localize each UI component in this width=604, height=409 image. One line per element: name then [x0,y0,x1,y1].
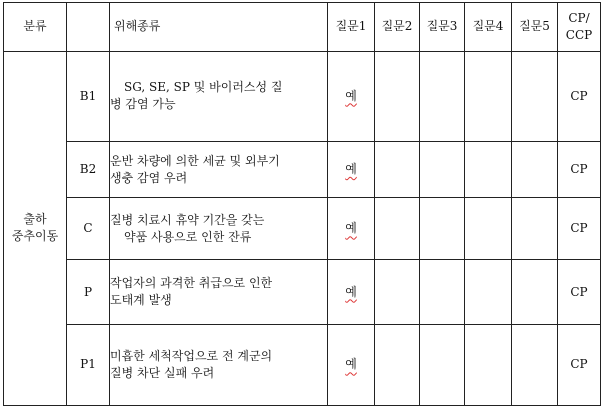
header-q2: 질문2 [375,3,420,52]
header-ccp [558,3,601,52]
table-row [4,141,601,198]
answer-q1: 예 [345,357,357,372]
row-q2 [375,324,420,405]
header-q1: 질문1 [328,3,375,52]
table-row [4,198,601,260]
row-ccp: CP [558,51,601,141]
header-q4: 질문4 [465,3,512,52]
row-ccp: CP [558,324,601,405]
row-code: P [67,260,110,325]
row-ccp: CP [558,198,601,260]
row-q3 [420,198,465,260]
answer-q1: 예 [345,284,357,299]
row-hazard [110,141,328,198]
category-cell [4,51,67,405]
row-q2 [375,260,420,325]
row-hazard [110,260,328,325]
row-q3 [420,324,465,405]
row-q3 [420,260,465,325]
row-ccp: CP [558,141,601,198]
row-code: B1 [67,51,110,141]
header-q5: 질문5 [512,3,558,52]
row-q5 [512,324,558,405]
row-q1 [328,324,375,405]
table-row [4,51,601,141]
answer-q1: 예 [345,88,357,103]
hazard-line1: 작업자의 과격한 취급으로 인한 [110,276,273,291]
row-code: B2 [67,141,110,198]
category-line2: 중추이동 [11,229,59,244]
row-q5 [512,141,558,198]
answer-q1: 예 [345,162,357,177]
table-header-row [4,3,601,52]
header-hazard-type: 위해종류 [110,3,328,52]
header-category: 분류 [4,3,67,52]
row-code: C [67,198,110,260]
row-hazard [110,198,328,260]
header-ccp-line2: CCP [565,27,593,42]
row-q5 [512,198,558,260]
row-q3 [420,141,465,198]
row-q1 [328,141,375,198]
hazard-line2: 약품 사용으로 인한 잔류 [124,229,252,244]
row-ccp: CP [558,260,601,325]
hazard-analysis-table [3,2,601,406]
row-q1 [328,198,375,260]
row-q4 [465,324,512,405]
hazard-line2: 생충 감염 우려 [110,170,188,185]
header-code [67,3,110,52]
row-q1 [328,51,375,141]
row-q5 [512,51,558,141]
row-hazard [110,324,328,405]
row-q4 [465,260,512,325]
hazard-line1: 질병 치료시 휴약 기간을 갖는 [110,212,265,227]
row-q5 [512,260,558,325]
row-hazard [110,51,328,141]
hazard-line1: 미흡한 세척작업으로 전 계군의 [110,348,273,363]
row-q2 [375,141,420,198]
hazard-line1: 운반 차량에 의한 세균 및 외부기 [110,153,280,168]
row-q3 [420,51,465,141]
row-q1 [328,260,375,325]
row-q4 [465,51,512,141]
hazard-line2: 질병 차단 실패 우려 [110,365,215,380]
table-row [4,324,601,405]
row-code: P1 [67,324,110,405]
header-ccp-line1: CP/ [568,10,590,25]
header-q3: 질문3 [420,3,465,52]
category-line1: 출하 [23,212,47,227]
hazard-line2: 병 감염 가능 [110,97,176,112]
table-row [4,260,601,325]
hazard-line1: SG, SE, SP 및 바이러스성 질 [124,80,283,95]
row-q2 [375,51,420,141]
row-q4 [465,141,512,198]
answer-q1: 예 [345,221,357,236]
row-q4 [465,198,512,260]
hazard-line2: 도태계 발생 [110,293,172,308]
row-q2 [375,198,420,260]
